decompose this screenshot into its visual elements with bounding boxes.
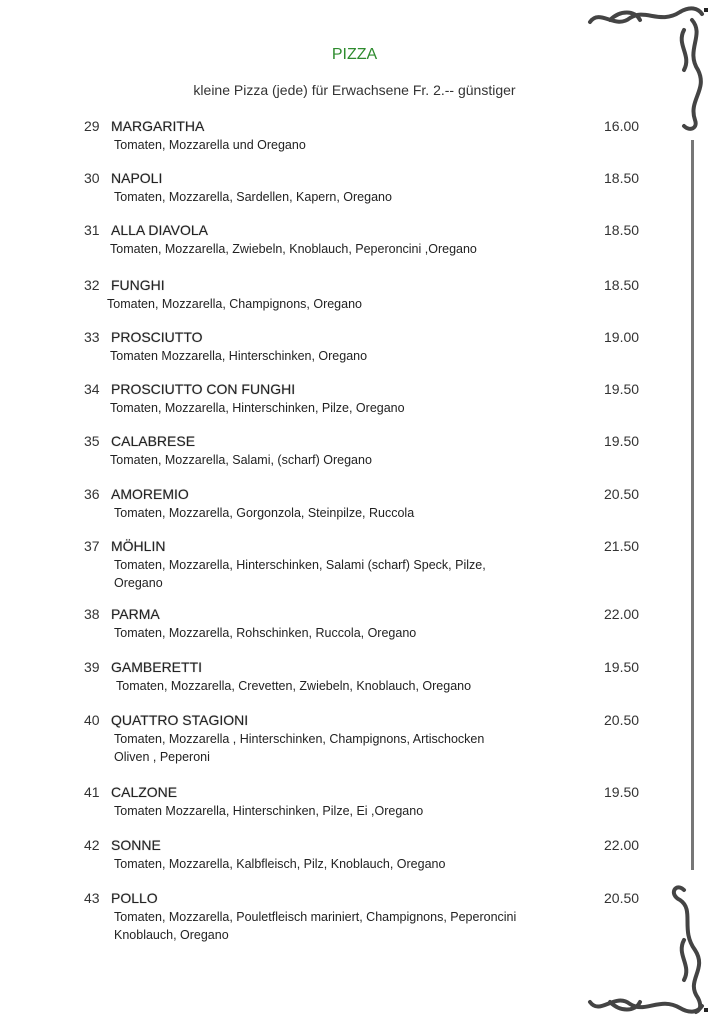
item-description: Tomaten, Mozzarella, Sardellen, Kapern, Oregano [114, 190, 392, 204]
item-description: Tomaten, Mozzarella, Hinterschinken, Pilze, Oregano [110, 401, 405, 415]
item-price: 19.00 [604, 329, 640, 345]
item-number: 33 [84, 329, 100, 345]
item-number: 34 [84, 381, 100, 397]
item-description: Tomaten, Mozzarella , Hinterschinken, Champignons, Artischocken Oliven , Peperoni [114, 732, 485, 764]
item-description: Tomaten, Mozzarella, Gorgonzola, Steinpilze, Ruccola [114, 506, 415, 520]
subtitle: kleine Pizza (jede) für Erwachsene Fr. 2.-- günstiger [193, 82, 516, 98]
item-price: 21.50 [604, 538, 640, 554]
item-name: CALZONE [111, 784, 178, 800]
item-price: 20.50 [604, 712, 640, 728]
item-price: 19.50 [604, 784, 640, 800]
item-name: POLLO [111, 890, 158, 906]
item-description: Tomaten, Mozzarella, Champignons, Oregano [107, 297, 362, 311]
item-price: 22.00 [604, 837, 640, 853]
item-price: 19.50 [604, 381, 640, 397]
item-number: 38 [84, 606, 100, 622]
item-name: NAPOLI [111, 170, 163, 186]
item-description: Tomaten, Mozzarella, Zwiebeln, Knoblauch, Peperoncini ,Oregano [110, 242, 477, 256]
item-name: MÖHLIN [111, 538, 166, 554]
item-description: Tomaten, Mozzarella, Salami, (scharf) Oregano [110, 453, 372, 467]
item-number: 39 [84, 659, 100, 675]
divider-line [691, 140, 694, 870]
item-price: 20.50 [604, 486, 640, 502]
item-name: SONNE [111, 837, 161, 853]
item-number: 37 [84, 538, 100, 554]
item-name: AMOREMIO [111, 486, 189, 502]
item-number: 42 [84, 837, 100, 853]
item-number: 29 [84, 118, 100, 134]
item-number: 32 [84, 277, 100, 293]
item-price: 20.50 [604, 890, 640, 906]
item-description: Tomaten, Mozzarella, Kalbfleisch, Pilz, Knoblauch, Oregano [114, 857, 446, 871]
item-number: 43 [84, 890, 100, 906]
item-price: 18.50 [604, 170, 640, 186]
item-description: Tomaten, Mozzarella und Oregano [114, 138, 306, 152]
item-description: Tomaten, Mozzarella, Rohschinken, Ruccola, Oregano [114, 626, 417, 640]
item-number: 30 [84, 170, 100, 186]
item-number: 40 [84, 712, 100, 728]
item-number: 31 [84, 222, 100, 238]
item-name: ALLA DIAVOLA [111, 222, 209, 238]
item-description: Tomaten Mozzarella, Hinterschinken, Pilze, Ei ,Oregano [114, 804, 424, 818]
item-price: 16.00 [604, 118, 640, 134]
item-price: 22.00 [604, 606, 640, 622]
item-name: MARGARITHA [111, 118, 205, 134]
item-name: PROSCIUTTO CON FUNGHI [111, 381, 296, 397]
item-price: 19.50 [604, 433, 640, 449]
page-title: PIZZA [331, 46, 378, 63]
item-description: Tomaten, Mozzarella, Hinterschinken, Salami (scharf) Speck, Pilze, Oregano [114, 558, 486, 590]
ornament-bottom-right-icon [580, 880, 709, 1024]
item-number: 35 [84, 433, 100, 449]
item-description: Tomaten, Mozzarella, Pouletfleisch mariniert, Champignons, Peperoncini Knoblauch, Oregano [114, 910, 517, 942]
item-description: Tomaten Mozzarella, Hinterschinken, Oregano [110, 349, 368, 363]
item-number: 41 [84, 784, 100, 800]
ornament-top-right-icon [580, 0, 709, 135]
item-number: 36 [84, 486, 100, 502]
item-name: PROSCIUTTO [111, 329, 203, 345]
item-description: Tomaten, Mozzarella, Crevetten, Zwiebeln, Knoblauch, Oregano [116, 679, 472, 693]
item-price: 18.50 [604, 222, 640, 238]
item-price: 19.50 [604, 659, 640, 675]
item-name: QUATTRO STAGIONI [111, 712, 249, 728]
item-name: CALABRESE [111, 433, 196, 449]
item-name: PARMA [111, 606, 160, 622]
item-name: GAMBERETTI [111, 659, 203, 675]
item-price: 18.50 [604, 277, 640, 293]
item-name: FUNGHI [111, 277, 165, 293]
